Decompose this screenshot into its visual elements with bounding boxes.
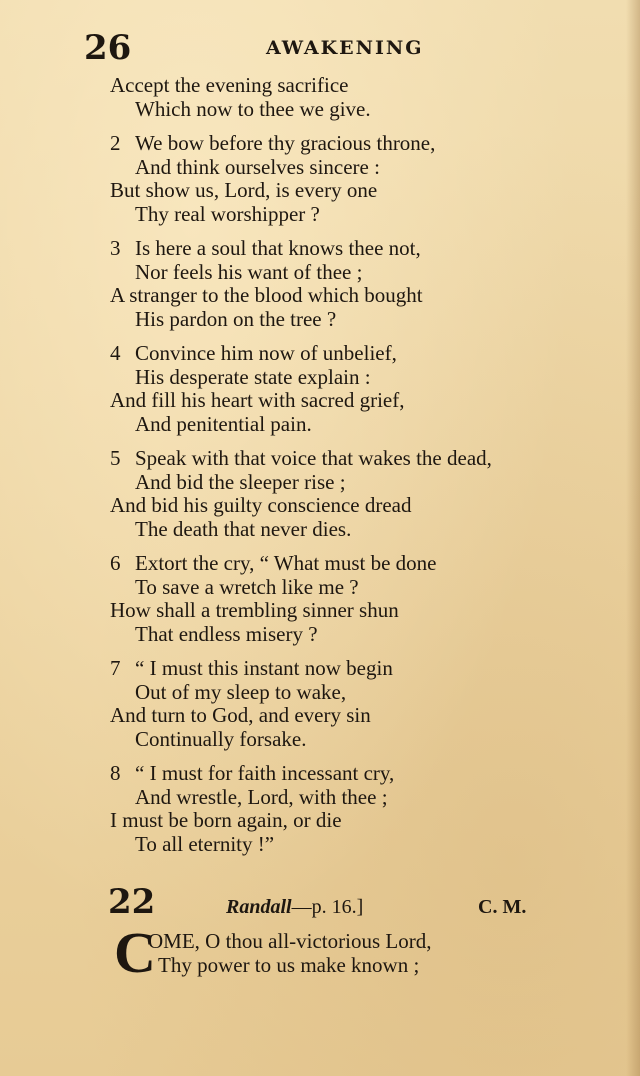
page-header — [84, 26, 464, 70]
verse-text: We bow before thy gracious throne, — [135, 131, 436, 155]
verse-line: And think ourselves sincere : — [135, 154, 380, 179]
stanza — [110, 447, 610, 541]
stanza-number: 7 — [110, 656, 121, 680]
stanza-first-line — [110, 237, 610, 261]
running-head: AWAKENING — [266, 37, 424, 59]
verse-line: Accept the evening sacrifice — [110, 73, 349, 97]
verse-text: Speak with that voice that wakes the dead, — [135, 446, 492, 470]
verse-line: Nor feels his want of thee ; — [135, 259, 363, 284]
page-number: 26 — [84, 28, 132, 68]
verse-line: And turn to God, and every sin — [110, 703, 371, 727]
verse-line: Out of my sleep to wake, — [135, 679, 347, 704]
verse-line: To all eternity !” — [135, 831, 275, 856]
verse-line: His pardon on the tree ? — [135, 306, 337, 331]
stanza-number: 5 — [110, 446, 121, 470]
stanza-number: 8 — [110, 761, 121, 785]
stanza-first-line — [110, 552, 610, 576]
stanza-first-line — [110, 657, 610, 681]
stanza-number: 6 — [110, 551, 121, 575]
verse-line: And fill his heart with sacred grief, — [110, 388, 405, 412]
stanza — [110, 342, 610, 436]
tune-reference — [226, 894, 363, 920]
verse-line: His desperate state explain : — [135, 364, 371, 389]
stanza-number: 3 — [110, 236, 121, 260]
stanza — [110, 762, 610, 856]
stanza — [110, 132, 610, 226]
verse-line: Continually forsake. — [135, 726, 307, 751]
verse-line: That endless misery ? — [135, 621, 318, 646]
verse-line: I must be born again, or die — [110, 808, 342, 832]
stanza-first-line — [110, 762, 610, 786]
hymn-heading — [108, 882, 548, 926]
verse-line: And bid his guilty conscience dread — [110, 493, 412, 517]
verse-line: The death that never dies. — [135, 516, 352, 541]
verse-line: And wrestle, Lord, with thee ; — [135, 784, 388, 809]
verse-line: But show us, Lord, is every one — [110, 178, 378, 202]
next-hymn-opening — [114, 920, 594, 990]
verse-text: “ I must this instant now begin — [135, 656, 393, 680]
verse-text: Extort the cry, “ What must be done — [135, 551, 437, 575]
stanza-first-line — [110, 132, 610, 156]
hymn-number: 22 — [108, 882, 156, 922]
tune-name: Randall — [226, 896, 292, 918]
page-edge-shadow — [626, 0, 640, 1076]
stanza — [110, 74, 610, 121]
verse-line: A stranger to the blood which bought — [110, 283, 423, 307]
stanza — [110, 657, 610, 751]
stanza-number: 2 — [110, 131, 121, 155]
drop-cap: C — [114, 920, 156, 985]
stanza — [110, 552, 610, 646]
verse-line: Thy real worshipper ? — [135, 201, 320, 226]
hymn-body — [110, 74, 610, 867]
verse-line: And bid the sleeper rise ; — [135, 469, 346, 494]
verse-line: To save a wretch like me ? — [135, 574, 359, 599]
verse-text: “ I must for faith incessant cry, — [135, 761, 395, 785]
tune-page-ref: —p. 16.] — [291, 896, 364, 918]
stanza-number: 4 — [110, 341, 121, 365]
next-hymn-first-line: OME, O thou all-victorious Lord, — [148, 929, 432, 953]
verse-text: Is here a soul that knows thee not, — [135, 236, 421, 260]
stanza — [110, 237, 610, 331]
verse-line: Which now to thee we give. — [135, 96, 371, 121]
stanza-first-line — [110, 342, 610, 366]
verse-text: Convince him now of unbelief, — [135, 341, 397, 365]
hymn-meter: C. M. — [478, 896, 527, 918]
verse-line: How shall a trembling sinner shun — [110, 598, 399, 622]
stanza-first-line — [110, 447, 610, 471]
verse-line: And penitential pain. — [135, 411, 312, 436]
next-hymn-second-line: Thy power to us make known ; — [158, 953, 420, 977]
